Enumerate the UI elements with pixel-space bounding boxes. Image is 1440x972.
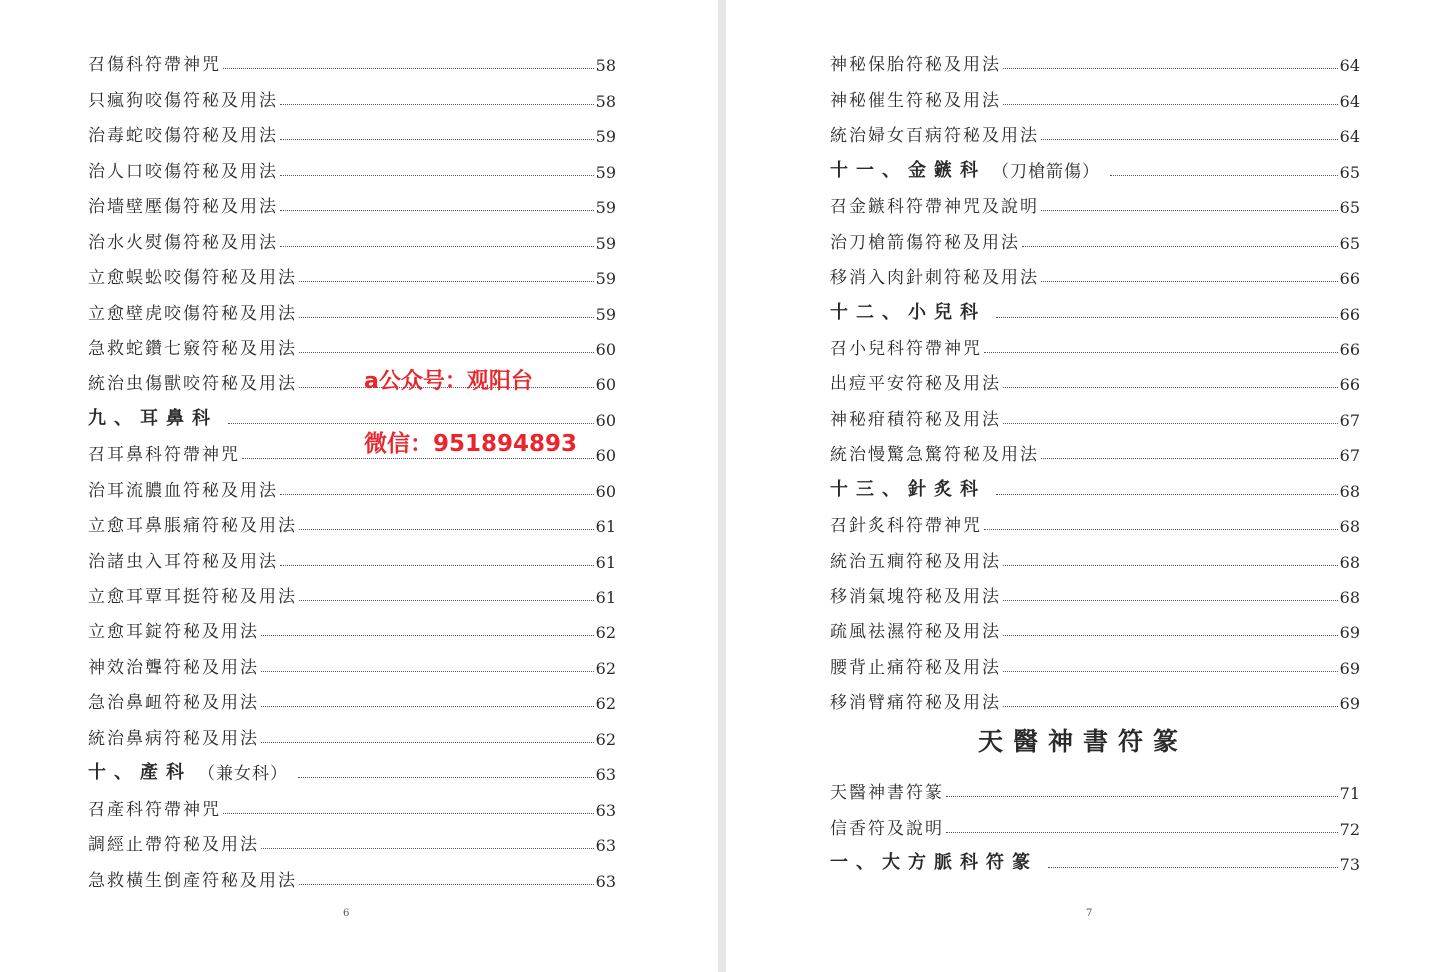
toc-entry-title: 立愈耳鼻脹痛符秘及用法 [88, 516, 297, 537]
watermark-wechat: 微信：951894893 [364, 431, 578, 457]
toc-entry [830, 359, 1360, 394]
dot-leader [1003, 635, 1338, 636]
left-page [0, 0, 718, 972]
toc-entry-page: 66 [1339, 269, 1360, 289]
page-number-right: 7 [1086, 908, 1093, 919]
toc-entry [88, 855, 616, 890]
toc-entry-title: 腰背止痛符秘及用法 [830, 657, 1001, 678]
toc-entry-title: 神效治聾符秘及用法 [88, 657, 259, 678]
toc-section-heading [830, 465, 1360, 500]
dot-leader [1110, 175, 1338, 176]
toc-entry-title: 治墻壁壓傷符秘及用法 [88, 197, 278, 218]
dot-leader [280, 175, 594, 176]
toc-entry-title: 治水火熨傷符秘及用法 [88, 232, 278, 253]
watermark-account: a公众号：观阳台 [364, 369, 533, 394]
toc-entry-page: 61 [595, 517, 616, 537]
toc-entry [830, 572, 1360, 607]
toc-entry-page: 71 [1339, 784, 1360, 804]
toc-entry-title: 治刀槍箭傷符秘及用法 [830, 232, 1020, 253]
toc-entry-page: 65 [1339, 162, 1360, 182]
toc-entry [88, 288, 616, 323]
toc-entry-title: 召耳鼻科符帶神咒 [88, 445, 240, 466]
dot-leader [298, 777, 594, 778]
dot-leader [299, 352, 594, 353]
toc-entry-page: 65 [1339, 233, 1360, 253]
toc-entry [88, 607, 616, 642]
toc-entry-title: 移消入肉針刺符秘及用法 [830, 268, 1039, 289]
dot-leader [299, 884, 594, 885]
dot-leader [242, 458, 594, 459]
toc-entry [88, 75, 616, 110]
toc-section-heading [830, 288, 1360, 323]
toc-entry-title: 神秘疳積符秘及用法 [830, 409, 1001, 430]
toc-entry [830, 536, 1360, 571]
toc-list-right [830, 40, 1360, 713]
dot-leader [280, 210, 594, 211]
toc-entry [88, 359, 616, 394]
toc-entry-title: 治耳流膿血符秘及用法 [88, 480, 278, 501]
toc-entry [88, 713, 616, 748]
dot-leader [261, 635, 594, 636]
dot-leader [261, 848, 594, 849]
toc-entry [88, 111, 616, 146]
toc-entry [88, 784, 616, 819]
dot-leader [984, 352, 1338, 353]
toc-entry-title: 統治鼻病符秘及用法 [88, 728, 259, 749]
dot-leader [261, 742, 594, 743]
toc-entry-title: 急救蛇鑽七竅符秘及用法 [88, 338, 297, 359]
toc-entry-page: 63 [595, 871, 616, 891]
dot-leader [984, 529, 1338, 530]
toc-entry [88, 182, 616, 217]
toc-entry-page: 66 [1339, 375, 1360, 395]
toc-entry [830, 111, 1360, 146]
dot-leader [223, 68, 594, 69]
dot-leader [1003, 68, 1338, 69]
dot-leader [996, 317, 1338, 318]
toc-entry-page: 59 [595, 162, 616, 182]
toc-entry-title: 召小兒科符帶神咒 [830, 338, 982, 359]
toc-entry [88, 536, 616, 571]
dot-leader [299, 529, 594, 530]
toc-entry-title: 召金鏃科符帶神咒及說明 [830, 197, 1039, 218]
dot-leader [261, 706, 594, 707]
dot-leader [223, 813, 594, 814]
dot-leader [1003, 706, 1338, 707]
book-section-title: 天醫神書符篆 [977, 727, 1188, 756]
toc-entry-title: 立愈耳錠符秘及用法 [88, 622, 259, 643]
toc-entry [830, 642, 1360, 677]
toc-entry-title: 神秘保胎符秘及用法 [830, 55, 1001, 76]
toc-entry-page: 63 [595, 765, 616, 785]
toc-entry-page: 62 [595, 623, 616, 643]
toc-entry-title: 統治五癎符秘及用法 [830, 551, 1001, 572]
toc-entry-title: 一、大方脈科符篆 [830, 852, 1038, 874]
toc-entry-title: 只瘋狗咬傷符秘及用法 [88, 90, 278, 111]
toc-entry-page: 60 [595, 446, 616, 466]
toc-entry [830, 501, 1360, 536]
toc-entry [830, 394, 1360, 429]
toc-entry-title: 統治慢驚急驚符秘及用法 [830, 445, 1039, 466]
toc-entry-page: 59 [595, 269, 616, 289]
toc-entry [830, 182, 1360, 217]
toc-entry-page: 59 [595, 233, 616, 253]
toc-entry [830, 40, 1360, 75]
toc-entry-page: 69 [1339, 623, 1360, 643]
dot-leader [1048, 867, 1338, 868]
toc-entry-page: 73 [1339, 855, 1360, 875]
toc-entry-title: 十二、小兒科 [830, 301, 986, 323]
toc-entry-title: 召產科符帶神咒 [88, 799, 221, 820]
toc-entry [88, 820, 616, 855]
toc-entry-page: 64 [1339, 91, 1360, 111]
toc-entry-title: 立愈壁虎咬傷符秘及用法 [88, 303, 297, 324]
dot-leader [1003, 600, 1338, 601]
toc-entry-title: 統治虫傷獸咬符秘及用法 [88, 374, 297, 395]
toc-entry [830, 217, 1360, 252]
toc-entry-title: 急治鼻衄符秘及用法 [88, 693, 259, 714]
dot-leader [299, 281, 594, 282]
toc-entry-title: 移消臂痛符秘及用法 [830, 693, 1001, 714]
dot-leader [1003, 671, 1338, 672]
toc-entry [88, 253, 616, 288]
page-number-left: 6 [343, 908, 350, 919]
toc-entry-page: 68 [1339, 517, 1360, 537]
toc-entry-page: 60 [595, 410, 616, 430]
toc-entry [830, 768, 1360, 803]
toc-entry-title: 神秘催生符秘及用法 [830, 90, 1001, 111]
toc-entry [88, 501, 616, 536]
dot-leader [1022, 246, 1338, 247]
toc-entry-page: 58 [595, 91, 616, 111]
toc-entry [88, 146, 616, 181]
toc-entry [830, 430, 1360, 465]
toc-entry-title: 信香符及說明 [830, 818, 944, 839]
toc-entry-title: 十、產科 [88, 762, 192, 784]
toc-entry-page: 68 [1339, 552, 1360, 572]
toc-entry-page: 60 [595, 339, 616, 359]
toc-entry [830, 253, 1360, 288]
toc-entry-page: 65 [1339, 198, 1360, 218]
toc-entry-page: 60 [595, 481, 616, 501]
toc-entry-page: 66 [1339, 339, 1360, 359]
toc-entry-title: 十一、金鏃科 [830, 159, 986, 181]
dot-leader [1003, 387, 1338, 388]
toc-entry-title: 十三、針炙科 [830, 478, 986, 500]
toc-entry-note: （兼女科） [198, 764, 288, 785]
toc-entry-title: 調經止帶符秘及用法 [88, 835, 259, 856]
toc-entry-page: 69 [1339, 658, 1360, 678]
toc-entry-page: 60 [595, 375, 616, 395]
right-page [726, 0, 1440, 972]
dot-leader [946, 832, 1338, 833]
toc-entry-title: 立愈耳覃耳挺符秘及用法 [88, 587, 297, 607]
toc-entry-page: 63 [595, 800, 616, 820]
toc-entry-note: （刀槍箭傷） [992, 161, 1100, 182]
toc-entry-title: 召針炙科符帶神咒 [830, 516, 982, 537]
toc-entry [88, 572, 616, 607]
toc-section-heading [88, 749, 616, 784]
toc-entry-page: 58 [595, 56, 616, 76]
toc-entry-title: 疏風祛濕符秘及用法 [830, 622, 1001, 643]
dot-leader [1003, 423, 1338, 424]
toc-entry-title: 統治婦女百病符秘及用法 [830, 126, 1039, 147]
dot-leader [946, 796, 1338, 797]
toc-entry-title: 急救橫生倒產符秘及用法 [88, 870, 297, 891]
toc-entry-page: 59 [595, 198, 616, 218]
dot-leader [1041, 458, 1338, 459]
dot-leader [280, 494, 594, 495]
dot-leader [299, 317, 594, 318]
toc-list-right-2 [830, 768, 1360, 874]
toc-entry-title: 天醫神書符篆 [830, 783, 944, 804]
toc-entry-title: 出痘平安符秘及用法 [830, 374, 1001, 395]
toc-entry-title: 治諸虫入耳符秘及用法 [88, 551, 278, 572]
toc-entry-page: 62 [595, 658, 616, 678]
dot-leader [228, 423, 594, 424]
toc-entry-page: 64 [1339, 127, 1360, 147]
toc-entry-page: 64 [1339, 56, 1360, 76]
toc-entry [88, 465, 616, 500]
toc-entry-title: 治人口咬傷符秘及用法 [88, 161, 278, 182]
dot-leader [1041, 139, 1338, 140]
toc-section-heading [830, 146, 1360, 181]
toc-entry-page: 62 [595, 694, 616, 714]
toc-entry [830, 324, 1360, 359]
toc-entry-page: 59 [595, 304, 616, 324]
dot-leader [261, 671, 594, 672]
toc-entry-title: 召傷科符帶神咒 [88, 55, 221, 76]
dot-leader [1041, 210, 1338, 211]
toc-entry-page: 59 [595, 127, 616, 147]
toc-entry-title: 立愈蜈蚣咬傷符秘及用法 [88, 268, 297, 289]
toc-entry [88, 40, 616, 75]
toc-entry-title: 移消氣塊符秘及用法 [830, 587, 1001, 607]
dot-leader [280, 565, 594, 566]
toc-entry-title: 治毒蛇咬傷符秘及用法 [88, 126, 278, 147]
toc-entry-page: 61 [595, 552, 616, 572]
toc-entry-page: 68 [1339, 588, 1360, 607]
toc-entry-page: 67 [1339, 410, 1360, 430]
dot-leader [280, 104, 594, 105]
dot-leader [280, 246, 594, 247]
dot-leader [1041, 281, 1338, 282]
toc-entry [830, 75, 1360, 110]
toc-entry-page: 68 [1339, 481, 1360, 501]
toc-entry [830, 607, 1360, 642]
toc-entry-page: 63 [595, 836, 616, 856]
dot-leader [1003, 104, 1338, 105]
toc-entry-page: 67 [1339, 446, 1360, 466]
toc-entry-page: 61 [595, 588, 616, 607]
toc-entry [830, 678, 1360, 713]
toc-entry-title: 九、耳鼻科 [88, 407, 218, 429]
dot-leader [280, 139, 594, 140]
dot-leader [299, 600, 594, 601]
dot-leader [996, 494, 1338, 495]
dot-leader [1003, 565, 1338, 566]
toc-entry [88, 678, 616, 713]
toc-entry [830, 803, 1360, 838]
toc-entry [88, 217, 616, 252]
toc-list-left [88, 40, 616, 891]
toc-entry-page: 66 [1339, 304, 1360, 324]
toc-entry [88, 324, 616, 359]
toc-entry-page: 69 [1339, 694, 1360, 714]
toc-entry-page: 62 [595, 729, 616, 749]
toc-entry-page: 72 [1339, 819, 1360, 839]
toc-section-heading [830, 839, 1360, 874]
toc-entry [88, 642, 616, 677]
